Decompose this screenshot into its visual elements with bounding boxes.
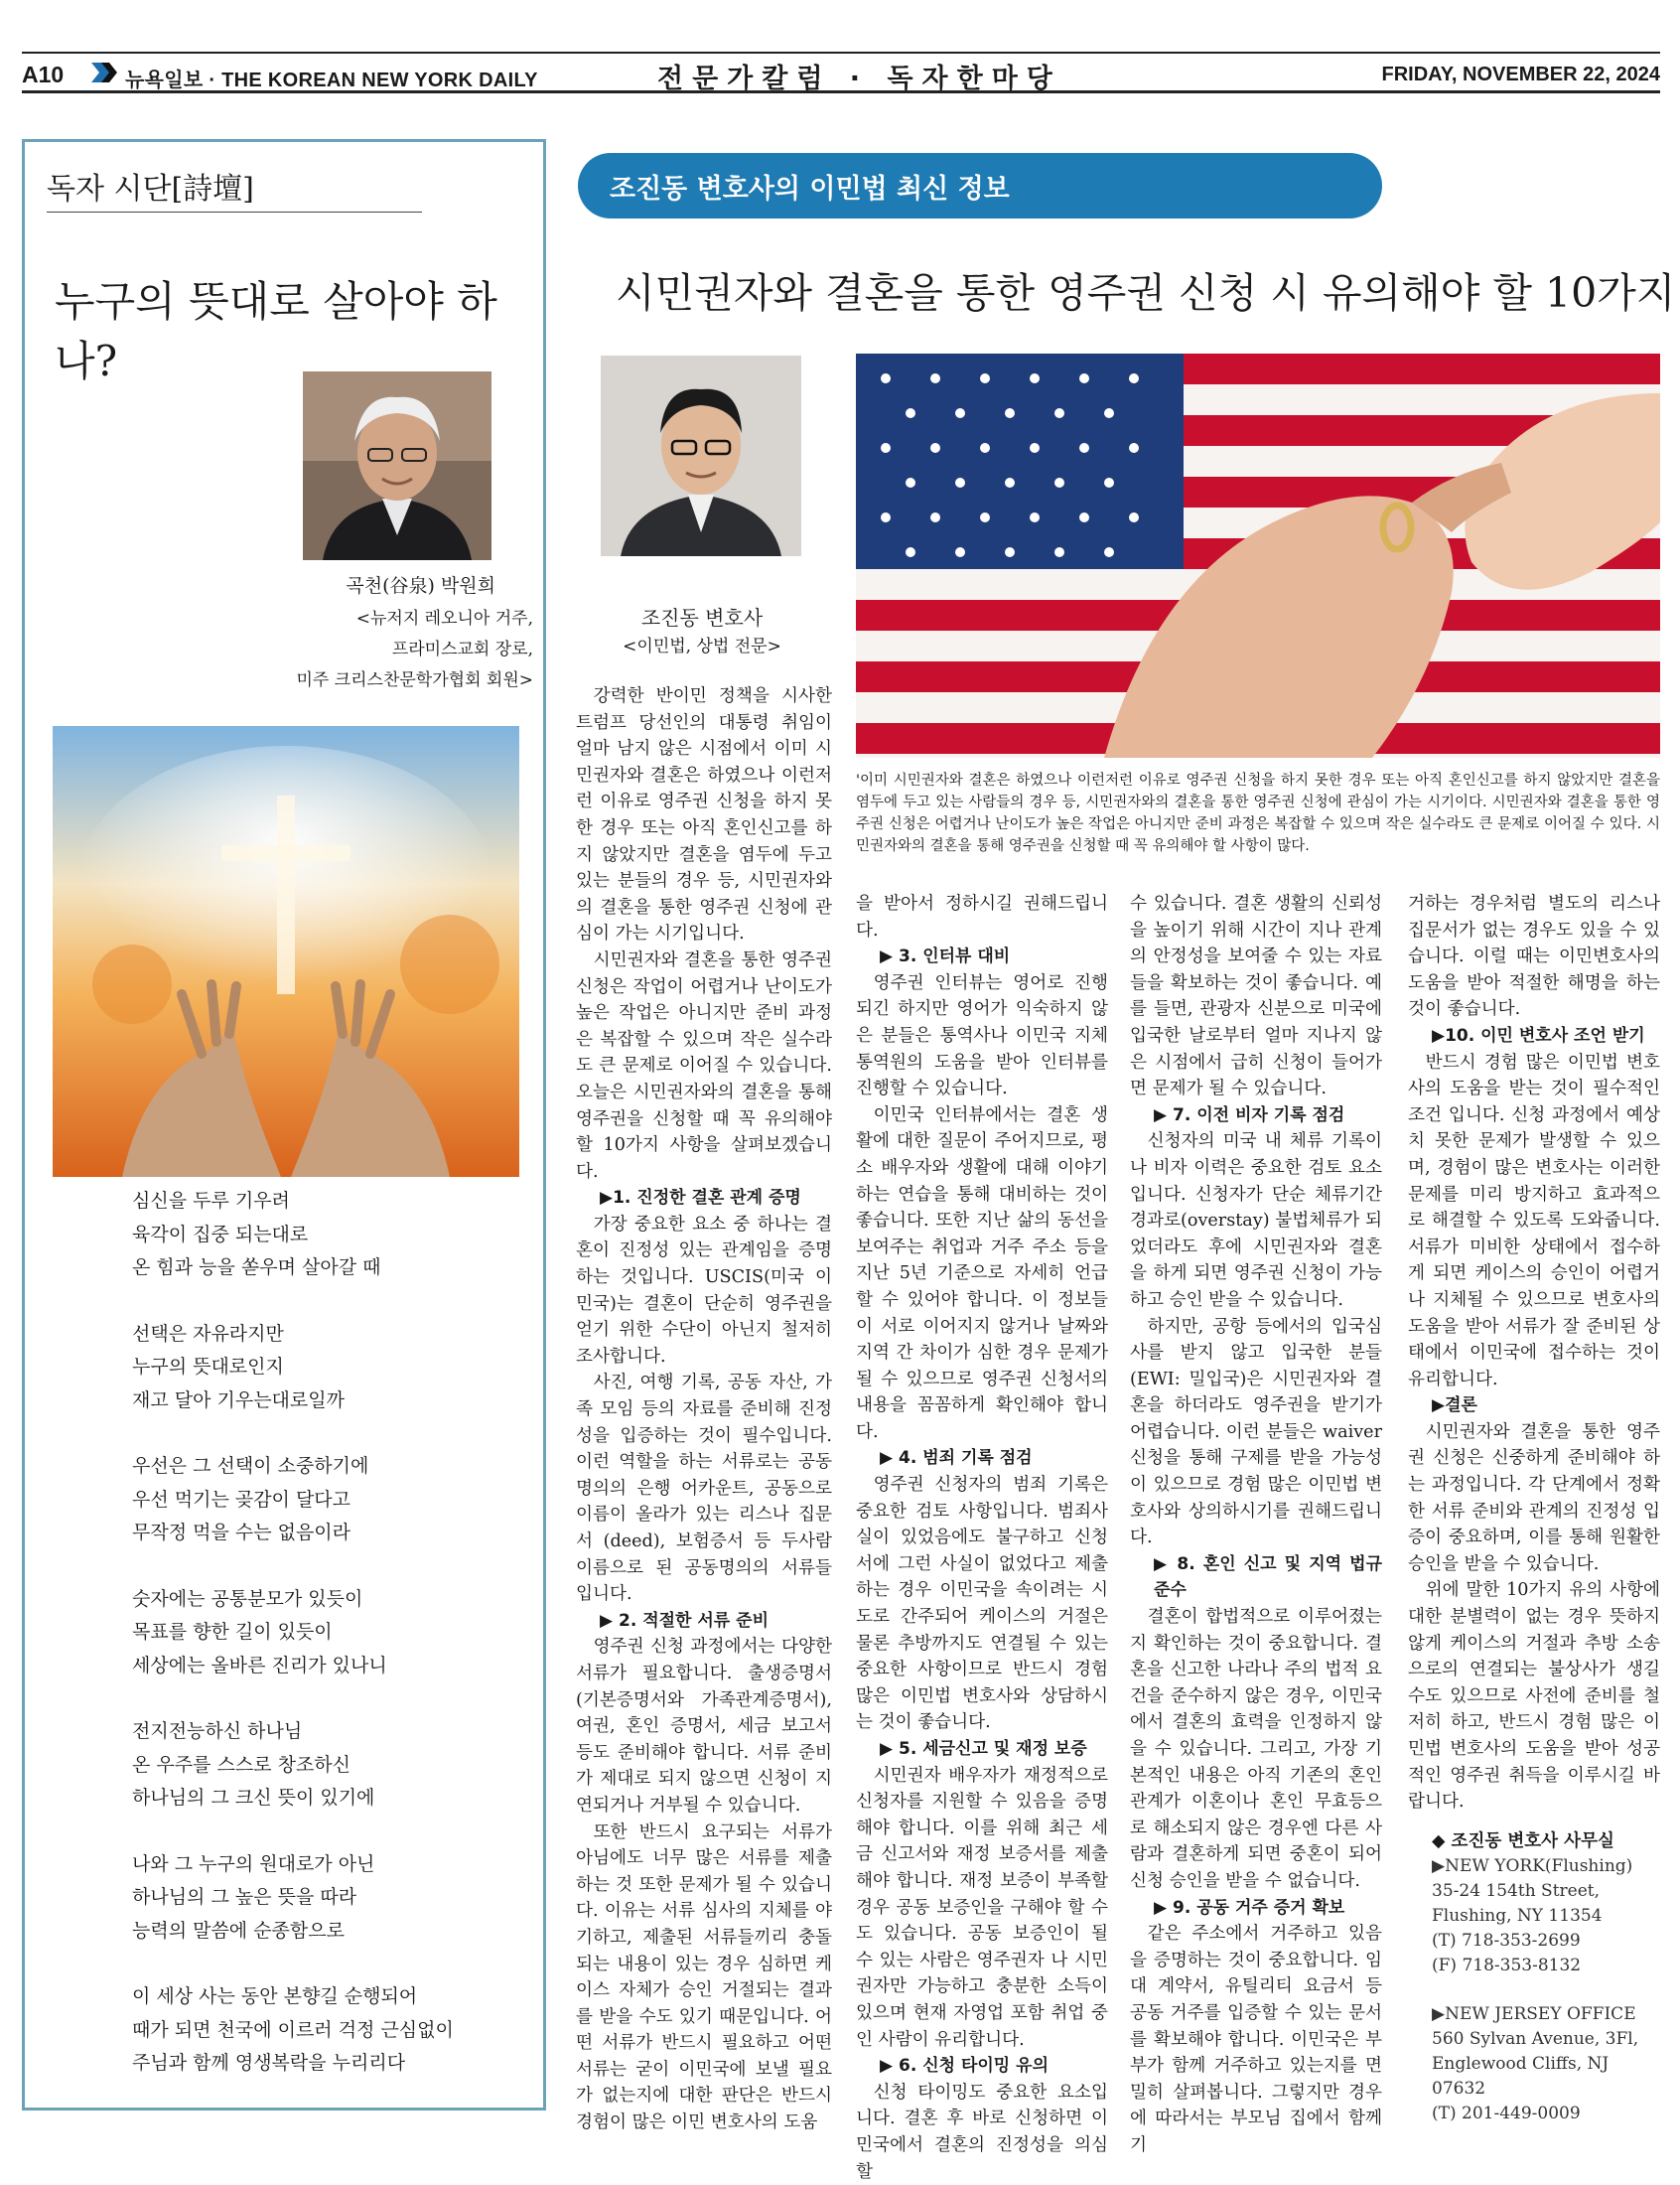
office-ny-fax: (F) 718-353-8132 xyxy=(1432,1955,1582,1975)
office-nj-city: Englewood Cliffs, NJ 07632 xyxy=(1432,2053,1610,2099)
photo-caption: '이미 시민권자와 결혼은 하였으나 이런저런 이유로 영주권 신청을 하지 못한 경우 또는 아직 혼인신고를 하지 않았지만 결혼을 염두에 두고 있는 사람들의 경우 등, 시민권자와의 결혼을 통한 영주권 신청에 관심이 가는 시기이다. 시민권자와 결혼을 통한 영주권 신청은 어렵거나 난이도가 높은 작업은 아니지만 준비 과정은 복잡할 수 있으며 작은 실수라도 큰 문제로 이어질 수 있다. 시민권자와의 결혼을 통해 영주권을 신청할 때 꼭 유의해야 할 사항이 많다. xyxy=(856,773,1660,854)
poem-column xyxy=(22,139,546,2111)
paragraph: 이민국 인터뷰에서는 결혼 생활에 대한 질문이 주어지므로, 평소 배우자와 생활에 대해 이야기하는 연습을 통해 대비하는 것이 좋습니다. 또한 지난 삶의 동선을 보여주는 취업과 거주 주소 등을 지난 5년 기준으로 자세히 언급할 수 있어야 합니다. 이 정보들이 서로 이어지지 않거나 날짜와 지역 간 차이가 심한 경우 문제가 될 수 있으므로 영주권 신청서의 내용을 꼼꼼하게 확인해야 합니다. xyxy=(856,1104,1108,1442)
praying-hands-illustration xyxy=(53,726,519,1177)
paragraph: 같은 주소에서 거주하고 있음을 증명하는 것이 중요합니다. 임대 계약서, 유틸리티 요금서 등 공동 거주를 입증할 수 있는 문서를 확보해야 합니다. 이민국은 부부가 함께 거주하고 있는지를 면밀히 살펴봅니다. 그렇지만 경우에 따라서는 부모님 집에서 함께 기 xyxy=(1130,1924,1382,2155)
paragraph: 결혼이 합법적으로 이루어졌는지 확인하는 것이 중요합니다. 결혼을 신고한 나라나 주의 법적 요건을 준수하지 않은 경우, 이민국에서 결혼의 효력을 인정하지 않을 수 있습니다. 그리고, 가장 기본적인 내용은 아직 기존의 혼인관계가 이혼이나 혼인 무효등으로 해소되지 않은 경우엔 다른 사람과 결혼하게 되면 중혼이 되어 신청 승인을 받을 수 없습니다. xyxy=(1130,1607,1382,1891)
paragraph: 하지만, 공항 등에서의 입국심사를 받지 않고 입국한 분들(EWI: 밀입국)은 시민권자와 결혼을 하더라도 영주권을 받기가 어렵습니다. 이런 분들은 waiver 신청을 통해 구제를 받을 가능성이 있으므로 경험 많은 이민법 변호사와 상의하시기를 권해드립니다. xyxy=(1130,1316,1382,1548)
poem-title: 누구의 뜻대로 살아야 하나? xyxy=(55,277,497,385)
newspaper-logo-icon xyxy=(89,59,119,86)
paragraph: 시민권자와 결혼을 통한 영주권 신청은 작업이 어렵거나 난이도가 높은 작업은 아니지만 준비 과정은 복잡할 수 있으며 작은 실수라도 큰 문제로 이어질 수 있습니다. 오늘은 시민권자와의 결혼을 통해 영주권을 신청할 때 꼭 유의해야 할 10가지 사항을 살펴보겠습니다. xyxy=(576,949,832,1182)
issue-date: FRIDAY, NOVEMBER 22, 2024 xyxy=(1381,64,1660,85)
section-title: 전문가칼럼 · 독자한마당 xyxy=(657,64,1061,94)
author-specialty: <이민법, 상법 전문> xyxy=(623,637,781,656)
subheading: ▶ 4. 범죄 기록 점검 xyxy=(880,1448,1033,1469)
article-headline: 시민권자와 결혼을 통한 영주권 신청 시 유의해야 할 10가지 xyxy=(616,269,1676,317)
subheading: ▶ 8. 혼인 신고 및 지역 법규 준수 xyxy=(1154,1553,1382,1601)
poem-section-kicker: 독자 시단[詩壇] xyxy=(47,172,254,207)
column-banner xyxy=(578,153,1382,218)
poem-stanza: 숫자에는 공통분모가 있듯이 목표를 향한 길이 있듯이 세상에는 올바른 진리가 있나니 xyxy=(132,1587,387,1676)
paragraph: 또한 반드시 요구되는 서류가 아님에도 너무 많은 서류를 제출하는 것 또한 문제가 될 수 있습니다. 이유는 서류 심사의 지체를 야기하고, 제출된 서류들끼리 충돌되는 내용이 있는 경우 심하면 케이스 자체가 승인 거절되는 결과를 받을 수도 있기 때문입니다. 어떤 서류가 반드시 필요하고 어떤 서류는 굳이 이민국에 보낼 필요가 없는지에 대한 판단은 반드시 경험이 많은 이민 변호사의 도움 xyxy=(576,1821,832,2133)
office-ny-label: ▶NEW YORK(Flushing) xyxy=(1432,1855,1633,1876)
office-nj-phone: (T) 201-449-0009 xyxy=(1432,2103,1581,2123)
office-ny-address: 35-24 154th Street, xyxy=(1432,1880,1601,1901)
article-column-4 xyxy=(1408,891,1660,2126)
page-number: A10 xyxy=(22,62,65,87)
column-banner-title: 조진동 변호사의 이민법 최신 정보 xyxy=(610,174,1010,205)
paragraph: 강력한 반이민 정책을 시사한 트럼프 당선인의 대통령 취임이 얼마 남지 않은 시점에서 이미 시민권자와 결혼은 하였으나 이런저런 이유로 영주권 신청을 하지 못한 경우 또는 아직 혼인신고를 하지 않았지만 결혼을 염두에 두고 있는 분들의 경우 등, 시민권자와의 결혼을 통한 영주권 신청에 관심이 가는 시기입니다. xyxy=(576,686,832,945)
subheading: ▶ 9. 공동 거주 증거 확보 xyxy=(1154,1897,1345,1918)
office-ny-city: Flushing, NY 11354 xyxy=(1432,1905,1603,1926)
paragraph: 영주권 신청 과정에서는 다양한 서류가 필요합니다. 출생증명서(기본증명서와 가족관계증명서), 여권, 혼인 증명서, 세금 보고서 등도 준비해야 합니다. 서류 준비가 제대로 되지 않으면 신청이 지연되거나 거부될 수 있습니다. xyxy=(576,1637,832,1816)
paragraph: 신청자의 미국 내 체류 기록이나 비자 이력은 중요한 검토 요소입니다. 신청자가 단순 체류기간 경과로(overstay) 불법체류가 되었더라도 후에 시민권자와 결혼을 하게 되면 영주권 신청이 가능하고 승인 받을 수 있습니다. xyxy=(1130,1131,1382,1310)
poem-stanza: 전지전능하신 하나님 온 우주를 스스로 창조하신 하나님의 그 크신 뜻이 있기에 xyxy=(132,1720,375,1809)
author-name: 조진동 변호사 xyxy=(640,606,764,630)
poet-bio: <뉴저지 레오니아 거주, 프라미스교회 장로, 미주 크리스찬문학가협회 회원> xyxy=(296,609,533,690)
paragraph: 가장 중요한 요소 중 하나는 결혼이 진정성 있는 관계임을 증명하는 것입니다. USCIS(미국 이민국)는 결혼이 단순히 영주권을 얻기 위한 수단이 아닌지 철저히 조사합니다. xyxy=(576,1214,832,1367)
article-column-3 xyxy=(1130,891,1382,2159)
paragraph: 시민권자와 결혼을 통한 영주권 신청은 신중하게 준비해야 하는 과정입니다. 각 단계에서 정확한 서류 준비와 관계의 진정성 입증이 중요하며, 이를 통해 원활한 승인을 받을 수 있습니다. xyxy=(1408,1421,1660,1574)
poem-body xyxy=(132,1185,529,2081)
poem-stanza: 우선은 그 선택이 소중하기에 우선 먹기는 곶감이 달다고 무작정 먹을 수는 없음이라 xyxy=(132,1455,369,1543)
author-portrait xyxy=(601,356,801,556)
paragraph: 신청 타이밍도 중요한 요소입니다. 결혼 후 바로 신청하면 이민국에서 결혼의 진정성을 의심할 xyxy=(856,2082,1108,2182)
wedding-ring-flag-photo xyxy=(856,354,1660,758)
paragraph: 위에 말한 10가지 유의 사항에 대한 분별력이 없는 경우 뜻하지 않게 케이스의 거절과 추방 소송으로의 연결되는 불상사가 생길 수도 있으므로 사전에 준비를 철저히 하고, 반드시 경험 많은 이민법 변호사의 도움을 받아 성공적인 영주권 취득을 이루시길 바랍니다. xyxy=(1408,1580,1660,1813)
office-ny-phone: (T) 718-353-2699 xyxy=(1432,1930,1581,1951)
paragraph: 반드시 경험 많은 이민법 변호사의 도움을 받는 것이 필수적인 조건 입니다. 신청 과정에서 예상치 못한 문제가 발생할 수 있으며, 경험이 많은 변호사는 이러한 문제를 미리 방지하고 효과적으로 해결할 수 있도록 도와줍니다. 서류가 미비한 상태에서 접수하게 되면 케이스의 승인이 어렵거나 지체될 수 있으므로 변호사의 도움을 받아 서류가 잘 준비된 상태에서 이민국에 접수하는 것이 유리합니다. xyxy=(1408,1052,1660,1389)
paragraph: 사진, 여행 기록, 공동 자산, 가족 모임 등의 자료를 준비해 진정성을 입증하는 것이 필수입니다. 이런 역할을 하는 서류로는 공동명의의 은행 어카운트, 공동으로 이름이 올라가 있는 리스나 집문서 (deed), 보험증서 등 두사람 이름으로 된 공동명의의 서류들 입니다. xyxy=(576,1373,832,1605)
subheading: ▶결론 xyxy=(1432,1395,1477,1416)
office-nj-address: 560 Sylvan Avenue, 3Fl, xyxy=(1432,2028,1639,2049)
subheading: ▶ 5. 세금신고 및 재정 보증 xyxy=(880,1739,1087,1759)
paragraph: 영주권 인터뷰는 영어로 진행되긴 하지만 영어가 익숙하지 않은 분들은 통역사나 이민국 지체 통역원의 도움을 받아 인터뷰를 진행할 수 있습니다. xyxy=(856,972,1108,1099)
subheading: ▶10. 이민 변호사 조언 받기 xyxy=(1432,1025,1645,1046)
paragraph: 시민권자 배우자가 재정적으로 신청자를 지원할 수 있음을 증명해야 합니다. 이를 위해 최근 세금 신고서와 재정 보증서를 제출해야 합니다. 재정 보증이 부족할 경우 공동 보증인을 구해야 할 수도 있습니다. 공동 보증인이 될 수 있는 사람은 영주권자 나 시민권자만 가능하고 충분한 소득이 있으며 현재 자영업 포함 취업 중인 사람이 유리합니다. xyxy=(856,1765,1108,2050)
subheading: ▶ 2. 적절한 서류 준비 xyxy=(600,1610,769,1631)
paragraph: 수 있습니다. 결혼 생활의 신뢰성을 높이기 위해 시간이 지나 관계의 안정성을 보여줄 수 있는 자료들을 확보하는 것이 좋습니다. 예를 들면, 관광자 신분으로 미국에 입국한 날로부터 얼마 지나지 않은 시점에서 급히 신청이 들어가면 문제가 될 수 있습니다. xyxy=(1130,894,1382,1099)
subheading: ▶ 6. 신청 타이밍 유의 xyxy=(880,2056,1049,2077)
subheading: ▶ 3. 인터뷰 대비 xyxy=(880,947,1011,967)
subheading: ▶1. 진정한 결혼 관계 증명 xyxy=(600,1188,801,1209)
poem-stanza: 선택은 자유라지만 누구의 뜻대로인지 재고 달아 기우는대로일까 xyxy=(132,1322,345,1411)
divider xyxy=(47,212,422,213)
poet-name: 곡천(谷泉) 박원희 xyxy=(346,575,495,597)
paragraph: 거하는 경우처럼 별도의 리스나 집문서가 없는 경우도 있을 수 있습니다. 이럴 때는 이민변호사의 도움을 받아 적절한 해명을 하는 것이 좋습니다. xyxy=(1408,894,1660,1020)
office-nj-label: ▶NEW JERSEY OFFICE xyxy=(1432,2003,1636,2024)
article-column-2 xyxy=(856,891,1108,2185)
law-office-contact xyxy=(1408,1829,1660,2126)
subheading: ▶ 7. 이전 비자 기록 점검 xyxy=(1154,1104,1345,1125)
poem-stanza: 나와 그 누구의 원대로가 아닌 하나님의 그 높은 뜻을 따라 능력의 말씀에 순종함으로 xyxy=(132,1852,375,1942)
paper-name: 뉴욕일보 · THE KOREAN NEW YORK DAILY xyxy=(125,70,538,91)
poet-portrait xyxy=(303,371,491,560)
article-column-1 xyxy=(576,683,832,2136)
paragraph: 을 받아서 정하시길 권해드립니다. xyxy=(856,894,1108,941)
page-header xyxy=(22,52,1660,93)
office-title: ◆ 조진동 변호사 사무실 xyxy=(1432,1830,1614,1851)
poem-stanza: 심신을 두루 기우려 육각이 집중 되는대로 온 힘과 능을 쏟우며 살아갈 때 xyxy=(132,1190,381,1278)
poem-stanza: 이 세상 사는 동안 본향길 순행되어 때가 되면 천국에 이르러 걱정 근심없이 주님과 함께 영생복락을 누리리다 xyxy=(132,1985,454,2074)
paragraph: 영주권 신청자의 범죄 기록은 중요한 검토 사항입니다. 범죄사실이 있었음에도 불구하고 신청서에 그런 사실이 없었다고 제출하는 경우 이민국을 속이려는 시도로 간주되어 케이스의 거절은 물론 추방까지도 연결될 수 있는 중요한 사항이므로 반드시 경험 많은 이민법 변호사와 상담하시는 것이 좋습니다. xyxy=(856,1475,1108,1733)
